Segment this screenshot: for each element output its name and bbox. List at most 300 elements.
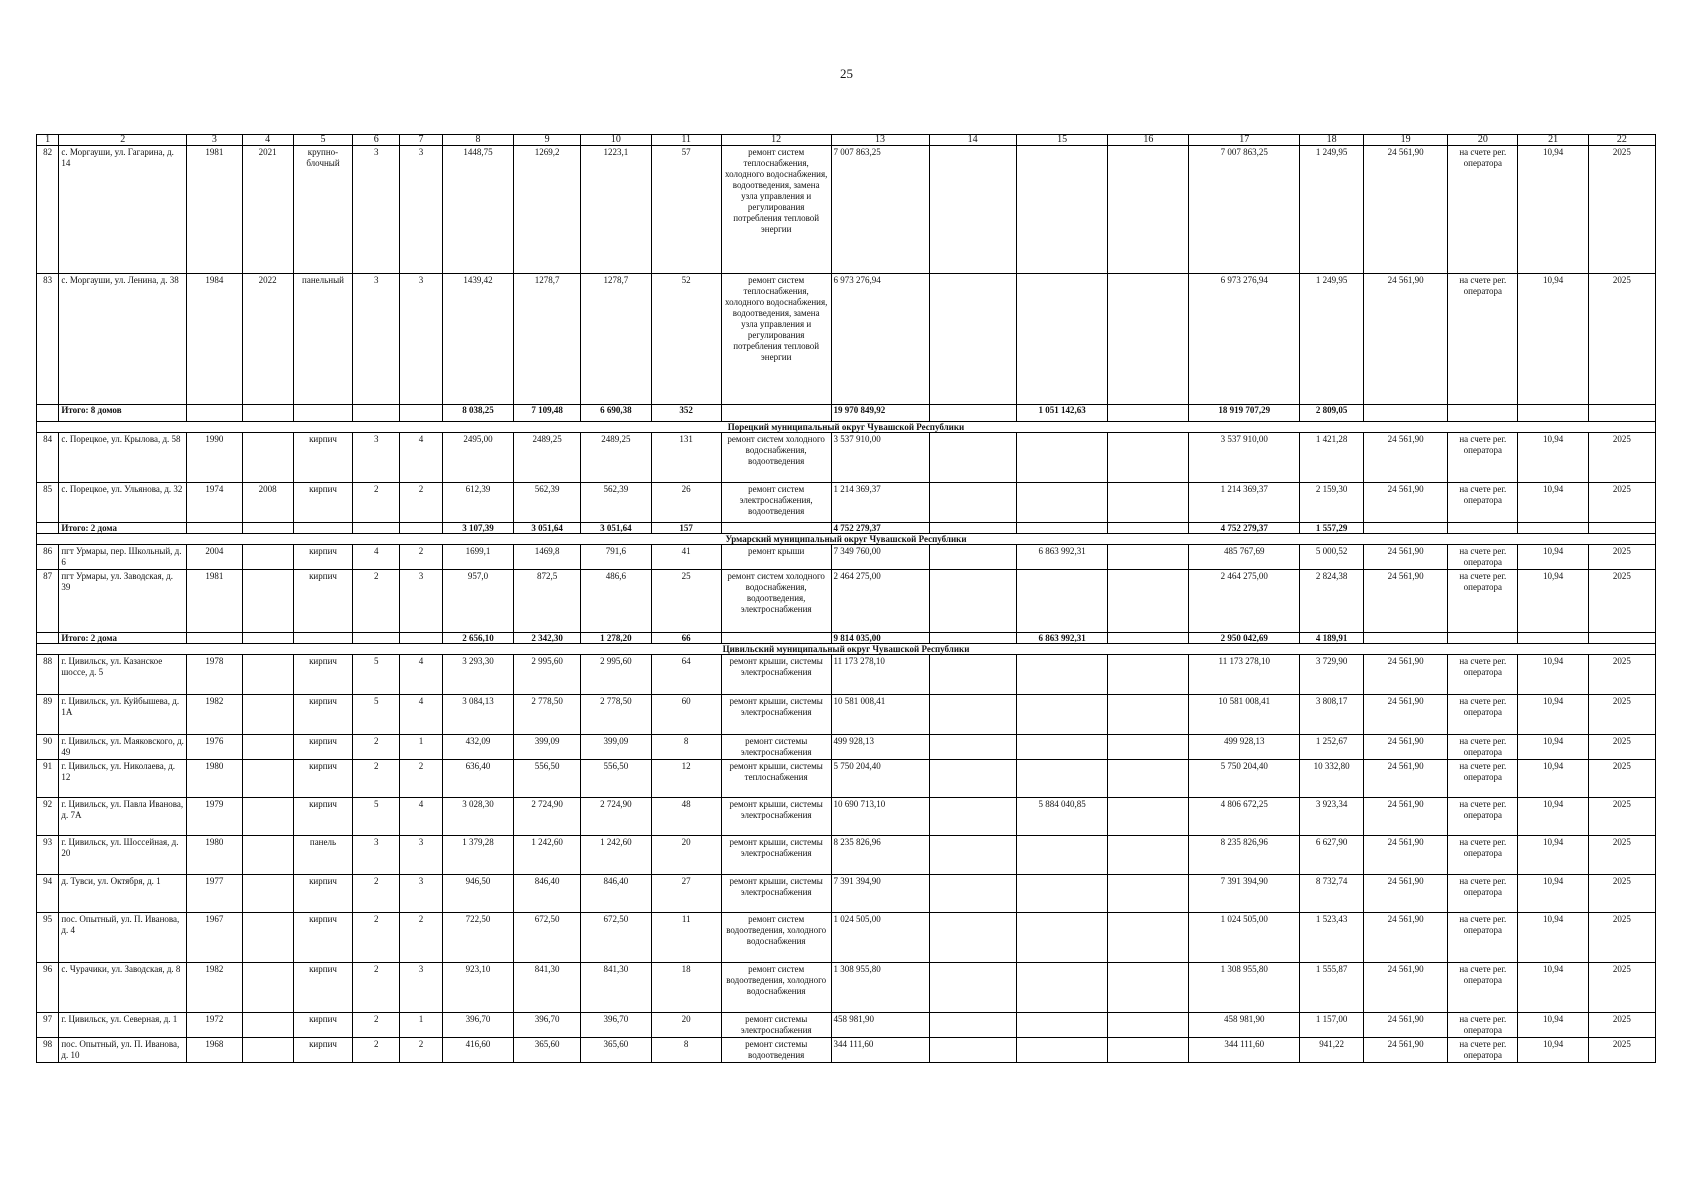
table-cell-col-6: 2 [353, 760, 400, 798]
table-cell-col-4 [242, 695, 293, 735]
table-row [37, 433, 1656, 483]
table-cell-col-3: 1974 [187, 483, 242, 523]
table-row [37, 483, 1656, 523]
table-cell-col-19: 24 561,90 [1364, 274, 1448, 405]
table-cell-col-5: кирпич [293, 963, 353, 1013]
table-cell-col-16 [1108, 735, 1189, 760]
table-cell-col-10: 2 724,90 [581, 798, 651, 836]
table-cell-col-10: 2 995,60 [581, 655, 651, 695]
table-cell-col-14 [929, 523, 1016, 534]
table-cell-col-15 [1016, 963, 1108, 1013]
table-cell-col-1: 92 [37, 798, 59, 836]
table-cell-col-20: на счете рег. оператора [1448, 913, 1518, 963]
table-cell-col-14 [929, 655, 1016, 695]
table-cell-col-10: 791,6 [581, 545, 651, 570]
table-cell-col-14 [929, 913, 1016, 963]
table-cell-col-9: 2 778,50 [514, 695, 581, 735]
table-cell-col-14 [929, 570, 1016, 633]
table-cell-col-10: 672,50 [581, 913, 651, 963]
table-cell-col-13: 1 308 955,80 [831, 963, 929, 1013]
table-cell-col-14 [929, 545, 1016, 570]
table-cell-col-4 [242, 798, 293, 836]
table-cell-col-20: на счете рег. оператора [1448, 1038, 1518, 1063]
table-cell-col-9: 399,09 [514, 735, 581, 760]
table-cell-col-1: 84 [37, 433, 59, 483]
table-cell-col-4 [242, 913, 293, 963]
table-cell-col-5: кирпич [293, 483, 353, 523]
table-cell-col-4 [242, 1038, 293, 1063]
table-cell-col-8: 957,0 [442, 570, 513, 633]
table-cell-col-9: 672,50 [514, 913, 581, 963]
table-cell-col-14 [929, 798, 1016, 836]
table-cell-col-4: 2021 [242, 146, 293, 274]
column-number-cell: 16 [1108, 135, 1189, 146]
table-cell-col-19: 24 561,90 [1364, 963, 1448, 1013]
table-cell-col-20: на счете рег. оператора [1448, 836, 1518, 875]
table-cell-col-22: 2025 [1588, 1013, 1655, 1038]
table-cell-col-9: 872,5 [514, 570, 581, 633]
table-cell-col-8: 3 107,39 [442, 523, 513, 534]
table-cell-col-9: 7 109,48 [514, 405, 581, 422]
table-cell-col-19: 24 561,90 [1364, 735, 1448, 760]
table-cell-col-18: 10 332,80 [1300, 760, 1364, 798]
table-cell-col-21: 10,94 [1518, 146, 1588, 274]
table-cell-col-17: 485 767,69 [1189, 545, 1300, 570]
table-cell-col-13: 344 111,60 [831, 1038, 929, 1063]
table-cell-col-1: 97 [37, 1013, 59, 1038]
table-cell-col-22: 2025 [1588, 146, 1655, 274]
table-cell-col-11: 131 [651, 433, 721, 483]
table-cell-col-3: 1981 [187, 570, 242, 633]
table-cell-col-14 [929, 836, 1016, 875]
table-cell-col-5: кирпич [293, 1038, 353, 1063]
table-cell-col-15 [1016, 655, 1108, 695]
table-cell-col-12: ремонт системы водоотведения [721, 1038, 831, 1063]
table-row [37, 875, 1656, 913]
table-cell-col-10: 1 278,20 [581, 633, 651, 644]
table-cell-col-5: кирпич [293, 545, 353, 570]
table-cell-col-20: на счете рег. оператора [1448, 655, 1518, 695]
table-cell-col-10: 556,50 [581, 760, 651, 798]
column-number-cell: 5 [293, 135, 353, 146]
table-cell-col-8: 1699,1 [442, 545, 513, 570]
table-cell-col-1: 86 [37, 545, 59, 570]
table-cell-col-18: 1 557,29 [1300, 523, 1364, 534]
table-cell-col-14 [929, 433, 1016, 483]
table-cell-col-22: 2025 [1588, 570, 1655, 633]
table-cell-col-14 [929, 633, 1016, 644]
table-cell-col-11: 48 [651, 798, 721, 836]
table-cell-col-8: 396,70 [442, 1013, 513, 1038]
table-cell-col-5: кирпич [293, 735, 353, 760]
table-cell-col-7: 2 [400, 1038, 443, 1063]
district-name: Урмарский муниципальный округ Чувашской Республики [37, 534, 1656, 545]
table-cell-col-20: на счете рег. оператора [1448, 570, 1518, 633]
table-cell-col-19: 24 561,90 [1364, 570, 1448, 633]
table-cell-col-6: 3 [353, 433, 400, 483]
table-cell-col-2: г. Цивильск, ул. Казанское шоссе, д. 5 [59, 655, 187, 695]
column-number-cell: 4 [242, 135, 293, 146]
table-cell-col-5: кирпич [293, 695, 353, 735]
table-cell-col-16 [1108, 655, 1189, 695]
table-cell-col-4 [242, 875, 293, 913]
column-number-cell: 11 [651, 135, 721, 146]
table-cell-col-12: ремонт крыши, системы электроснабжения [721, 695, 831, 735]
table-cell-col-8: 923,10 [442, 963, 513, 1013]
table-cell-col-21: 10,94 [1518, 735, 1588, 760]
subtotal-row [37, 523, 1656, 534]
table-cell-col-4 [242, 655, 293, 695]
table-cell-col-3: 1967 [187, 913, 242, 963]
table-cell-col-5: кирпич [293, 760, 353, 798]
table-cell-col-15 [1016, 433, 1108, 483]
table-row [37, 1013, 1656, 1038]
table-cell-col-11: 57 [651, 146, 721, 274]
table-cell-col-21 [1518, 633, 1588, 644]
table-cell-col-16 [1108, 798, 1189, 836]
table-cell-col-6: 4 [353, 545, 400, 570]
capital-repair-register-table [36, 134, 1656, 1063]
table-cell-col-15 [1016, 523, 1108, 534]
table-cell-col-12 [721, 405, 831, 422]
table-cell-col-9: 846,40 [514, 875, 581, 913]
table-cell-col-6: 2 [353, 1038, 400, 1063]
table-cell-col-22 [1588, 633, 1655, 644]
table-cell-col-18: 1 523,43 [1300, 913, 1364, 963]
table-cell-col-2: Итого: 2 дома [59, 633, 187, 644]
table-cell-col-3: 1972 [187, 1013, 242, 1038]
table-cell-col-22: 2025 [1588, 545, 1655, 570]
column-number-cell: 3 [187, 135, 242, 146]
table-cell-col-18: 1 555,87 [1300, 963, 1364, 1013]
table-cell-col-1: 87 [37, 570, 59, 633]
table-cell-col-7: 2 [400, 545, 443, 570]
table-cell-col-11: 20 [651, 1013, 721, 1038]
table-cell-col-14 [929, 483, 1016, 523]
table-cell-col-21: 10,94 [1518, 798, 1588, 836]
table-cell-col-15 [1016, 913, 1108, 963]
table-cell-col-15: 5 884 040,85 [1016, 798, 1108, 836]
table-cell-col-20: на счете рег. оператора [1448, 483, 1518, 523]
column-number-cell: 21 [1518, 135, 1588, 146]
table-cell-col-12: ремонт систем электроснабжения, водоотведения [721, 483, 831, 523]
table-cell-col-11: 20 [651, 836, 721, 875]
table-cell-col-22: 2025 [1588, 836, 1655, 875]
table-cell-col-6: 2 [353, 875, 400, 913]
table-cell-col-2: г. Цивильск, ул. Маяковского, д. 49 [59, 735, 187, 760]
table-cell-col-17: 2 464 275,00 [1189, 570, 1300, 633]
table-cell-col-1: 82 [37, 146, 59, 274]
table-cell-col-9: 2 724,90 [514, 798, 581, 836]
table-cell-col-22: 2025 [1588, 963, 1655, 1013]
table-cell-col-22: 2025 [1588, 483, 1655, 523]
table-cell-col-13: 9 814 035,00 [831, 633, 929, 644]
table-cell-col-20 [1448, 523, 1518, 534]
table-cell-col-18: 941,22 [1300, 1038, 1364, 1063]
table-cell-col-13: 1 024 505,00 [831, 913, 929, 963]
table-cell-col-11: 52 [651, 274, 721, 405]
table-cell-col-13: 11 173 278,10 [831, 655, 929, 695]
table-cell-col-11: 66 [651, 633, 721, 644]
table-cell-col-21: 10,94 [1518, 836, 1588, 875]
table-cell-col-6 [353, 523, 400, 534]
table-cell-col-13: 10 690 713,10 [831, 798, 929, 836]
table-cell-col-21: 10,94 [1518, 655, 1588, 695]
table-cell-col-21: 10,94 [1518, 483, 1588, 523]
table-cell-col-17: 7 007 863,25 [1189, 146, 1300, 274]
table-cell-col-18: 8 732,74 [1300, 875, 1364, 913]
table-cell-col-15 [1016, 1038, 1108, 1063]
table-cell-col-20: на счете рег. оператора [1448, 963, 1518, 1013]
table-cell-col-9: 1469,8 [514, 545, 581, 570]
table-cell-col-5 [293, 633, 353, 644]
table-cell-col-4 [242, 836, 293, 875]
table-cell-col-5 [293, 523, 353, 534]
table-cell-col-15 [1016, 735, 1108, 760]
table-cell-col-5: крупно-блочный [293, 146, 353, 274]
table-cell-col-7: 4 [400, 798, 443, 836]
table-cell-col-10: 2 778,50 [581, 695, 651, 735]
table-cell-col-6: 2 [353, 735, 400, 760]
table-cell-col-3 [187, 633, 242, 644]
table-cell-col-4 [242, 633, 293, 644]
table-cell-col-18: 5 000,52 [1300, 545, 1364, 570]
table-cell-col-19 [1364, 405, 1448, 422]
table-cell-col-16 [1108, 570, 1189, 633]
table-cell-col-2: д. Тувси, ул. Октября, д. 1 [59, 875, 187, 913]
table-cell-col-12: ремонт систем холодного водоснабжения, водоотведения [721, 433, 831, 483]
table-cell-col-20: на счете рег. оператора [1448, 433, 1518, 483]
table-row [37, 146, 1656, 274]
table-cell-col-8: 3 293,30 [442, 655, 513, 695]
table-cell-col-7 [400, 523, 443, 534]
table-cell-col-2: г. Цивильск, ул. Куйбышева, д. 1А [59, 695, 187, 735]
table-cell-col-4 [242, 570, 293, 633]
table-cell-col-15 [1016, 836, 1108, 875]
table-cell-col-4 [242, 405, 293, 422]
table-cell-col-20: на счете рег. оператора [1448, 274, 1518, 405]
table-cell-col-7 [400, 633, 443, 644]
table-cell-col-2: Итого: 8 домов [59, 405, 187, 422]
table-cell-col-19: 24 561,90 [1364, 483, 1448, 523]
table-cell-col-17: 6 973 276,94 [1189, 274, 1300, 405]
table-cell-col-7: 2 [400, 913, 443, 963]
table-cell-col-21: 10,94 [1518, 760, 1588, 798]
district-section-row [37, 422, 1656, 433]
subtotal-row [37, 405, 1656, 422]
table-cell-col-4: 2022 [242, 274, 293, 405]
table-cell-col-14 [929, 695, 1016, 735]
table-cell-col-3: 1979 [187, 798, 242, 836]
table-cell-col-12: ремонт систем теплоснабжения, холодного водоснабжения, водоотведения, замена узла управления и регулирования потребления тепловой энергии [721, 146, 831, 274]
table-cell-col-11: 64 [651, 655, 721, 695]
table-cell-col-10: 486,6 [581, 570, 651, 633]
table-cell-col-22: 2025 [1588, 655, 1655, 695]
table-cell-col-20: на счете рег. оператора [1448, 735, 1518, 760]
table-cell-col-6: 2 [353, 483, 400, 523]
table-cell-col-2: пгт Урмары, пер. Школьный, д. 6 [59, 545, 187, 570]
table-cell-col-3: 1980 [187, 836, 242, 875]
table-cell-col-15 [1016, 483, 1108, 523]
table-cell-col-16 [1108, 405, 1189, 422]
table-cell-col-6: 5 [353, 695, 400, 735]
table-cell-col-18: 3 729,90 [1300, 655, 1364, 695]
table-cell-col-10: 399,09 [581, 735, 651, 760]
table-cell-col-16 [1108, 433, 1189, 483]
table-cell-col-7: 3 [400, 836, 443, 875]
table-cell-col-2: пгт Урмары, ул. Заводская, д. 39 [59, 570, 187, 633]
table-cell-col-21: 10,94 [1518, 274, 1588, 405]
table-cell-col-20: на счете рег. оператора [1448, 798, 1518, 836]
table-cell-col-15: 1 051 142,63 [1016, 405, 1108, 422]
table-cell-col-21: 10,94 [1518, 570, 1588, 633]
table-cell-col-17: 8 235 826,96 [1189, 836, 1300, 875]
table-cell-col-10: 1278,7 [581, 274, 651, 405]
column-number-cell: 20 [1448, 135, 1518, 146]
table-cell-col-11: 26 [651, 483, 721, 523]
table-row [37, 545, 1656, 570]
table-cell-col-9: 3 051,64 [514, 523, 581, 534]
table-cell-col-5: кирпич [293, 570, 353, 633]
table-cell-col-12: ремонт крыши, системы электроснабжения [721, 655, 831, 695]
table-cell-col-16 [1108, 760, 1189, 798]
table-cell-col-3: 1976 [187, 735, 242, 760]
table-cell-col-2: г. Цивильск, ул. Северная, д. 1 [59, 1013, 187, 1038]
table-cell-col-2: с. Порецкое, ул. Крылова, д. 58 [59, 433, 187, 483]
table-cell-col-13: 8 235 826,96 [831, 836, 929, 875]
table-cell-col-16 [1108, 633, 1189, 644]
table-cell-col-3: 1982 [187, 695, 242, 735]
table-cell-col-17: 3 537 910,00 [1189, 433, 1300, 483]
table-cell-col-8: 432,09 [442, 735, 513, 760]
table-cell-col-19: 24 561,90 [1364, 760, 1448, 798]
table-cell-col-16 [1108, 146, 1189, 274]
table-row [37, 798, 1656, 836]
table-cell-col-9: 2489,25 [514, 433, 581, 483]
table-cell-col-21 [1518, 405, 1588, 422]
table-cell-col-8: 722,50 [442, 913, 513, 963]
table-cell-col-22: 2025 [1588, 433, 1655, 483]
table-cell-col-12: ремонт систем водоотведения, холодного водоснабжения [721, 913, 831, 963]
table-cell-col-18: 1 421,28 [1300, 433, 1364, 483]
table-row [37, 655, 1656, 695]
table-cell-col-16 [1108, 875, 1189, 913]
table-cell-col-15 [1016, 570, 1108, 633]
table-cell-col-7: 3 [400, 570, 443, 633]
table-row [37, 1038, 1656, 1063]
table-row [37, 836, 1656, 875]
table-cell-col-21: 10,94 [1518, 433, 1588, 483]
table-cell-col-1: 85 [37, 483, 59, 523]
table-cell-col-10: 6 690,38 [581, 405, 651, 422]
table-cell-col-3: 1980 [187, 760, 242, 798]
table-cell-col-16 [1108, 483, 1189, 523]
table-cell-col-5: кирпич [293, 875, 353, 913]
column-number-header-row [37, 135, 1656, 146]
table-cell-col-7: 4 [400, 655, 443, 695]
table-cell-col-15 [1016, 695, 1108, 735]
table-cell-col-21: 10,94 [1518, 1038, 1588, 1063]
table-cell-col-15: 6 863 992,31 [1016, 633, 1108, 644]
table-cell-col-13: 7 391 394,90 [831, 875, 929, 913]
table-cell-col-22: 2025 [1588, 913, 1655, 963]
table-cell-col-15 [1016, 760, 1108, 798]
table-cell-col-18: 6 627,90 [1300, 836, 1364, 875]
table-cell-col-4 [242, 760, 293, 798]
table-cell-col-19: 24 561,90 [1364, 1013, 1448, 1038]
column-number-cell: 10 [581, 135, 651, 146]
table-cell-col-7: 4 [400, 695, 443, 735]
table-cell-col-12: ремонт систем теплоснабжения, холодного водоснабжения, водоотведения, замена узла управления и регулирования потребления тепловой энергии [721, 274, 831, 405]
table-cell-col-3 [187, 405, 242, 422]
table-cell-col-2: Итого: 2 дома [59, 523, 187, 534]
table-cell-col-22 [1588, 523, 1655, 534]
table-cell-col-19: 24 561,90 [1364, 655, 1448, 695]
table-cell-col-1: 91 [37, 760, 59, 798]
table-cell-col-4: 2008 [242, 483, 293, 523]
table-row [37, 570, 1656, 633]
table-row [37, 963, 1656, 1013]
table-cell-col-18: 1 157,00 [1300, 1013, 1364, 1038]
table-cell-col-16 [1108, 913, 1189, 963]
table-cell-col-2: с. Порецкое, ул. Ульянова, д. 32 [59, 483, 187, 523]
table-cell-col-5: панель [293, 836, 353, 875]
table-cell-col-8: 636,40 [442, 760, 513, 798]
table-cell-col-1: 93 [37, 836, 59, 875]
table-cell-col-1: 96 [37, 963, 59, 1013]
table-cell-col-21: 10,94 [1518, 913, 1588, 963]
table-cell-col-3 [187, 523, 242, 534]
table-cell-col-3: 1978 [187, 655, 242, 695]
table-cell-col-3: 1981 [187, 146, 242, 274]
table-cell-col-7: 3 [400, 274, 443, 405]
table-cell-col-21: 10,94 [1518, 1013, 1588, 1038]
table-cell-col-2: с. Моргауши, ул. Гагарина, д. 14 [59, 146, 187, 274]
table-cell-col-18: 2 159,30 [1300, 483, 1364, 523]
table-cell-col-16 [1108, 695, 1189, 735]
table-cell-col-17: 7 391 394,90 [1189, 875, 1300, 913]
table-cell-col-12: ремонт крыши, системы электроснабжения [721, 836, 831, 875]
table-cell-col-6: 2 [353, 570, 400, 633]
table-cell-col-6: 5 [353, 655, 400, 695]
table-cell-col-12: ремонт крыши, системы электроснабжения [721, 798, 831, 836]
table-cell-col-5: кирпич [293, 913, 353, 963]
table-cell-col-11: 352 [651, 405, 721, 422]
table-cell-col-22: 2025 [1588, 798, 1655, 836]
table-cell-col-17: 344 111,60 [1189, 1038, 1300, 1063]
table-cell-col-20 [1448, 633, 1518, 644]
column-number-cell: 9 [514, 135, 581, 146]
table-cell-col-14 [929, 735, 1016, 760]
table-row [37, 695, 1656, 735]
table-cell-col-4 [242, 1013, 293, 1038]
table-cell-col-10: 1 242,60 [581, 836, 651, 875]
table-cell-col-10: 1223,1 [581, 146, 651, 274]
table-cell-col-22: 2025 [1588, 875, 1655, 913]
table-cell-col-8: 1439,42 [442, 274, 513, 405]
table-cell-col-22: 2025 [1588, 760, 1655, 798]
table-cell-col-6: 5 [353, 798, 400, 836]
table-cell-col-17: 11 173 278,10 [1189, 655, 1300, 695]
table-cell-col-6: 2 [353, 913, 400, 963]
table-cell-col-9: 396,70 [514, 1013, 581, 1038]
table-row [37, 913, 1656, 963]
table-cell-col-12: ремонт систем водоотведения, холодного водоснабжения [721, 963, 831, 1013]
table-cell-col-3: 1968 [187, 1038, 242, 1063]
table-cell-col-16 [1108, 963, 1189, 1013]
table-cell-col-6: 3 [353, 146, 400, 274]
table-cell-col-20: на счете рег. оператора [1448, 1013, 1518, 1038]
